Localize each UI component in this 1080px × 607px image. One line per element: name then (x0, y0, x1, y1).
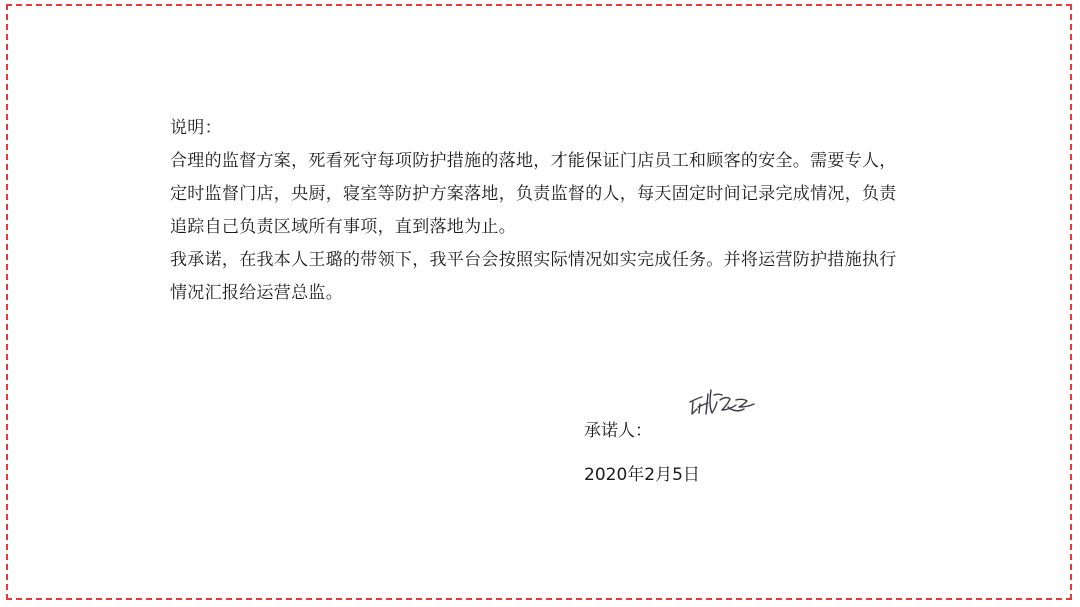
statement-body (170, 112, 910, 310)
statement-date: 2020年2月5日 (584, 465, 700, 485)
statement-heading: 说明： (170, 118, 222, 138)
statement-paragraph-2: 我承诺，在我本人王璐的带领下，我平台会按照实际情况如实完成任务。并将运营防护措施执行情况汇报给运营总监。 (170, 250, 897, 303)
signer-label: 承诺人： (584, 421, 652, 441)
statement-paragraph-1: 合理的监督方案，死看死守每项防护措施的落地，才能保证门店员工和顾客的安全。需要专人，定时监督门店，央厨，寝室等防护方案落地，负责监督的人，每天固定时间记录完成情况，负责追踪自己负责区域所有事项，直到落地为止。 (170, 151, 897, 237)
signoff-block (584, 415, 700, 492)
